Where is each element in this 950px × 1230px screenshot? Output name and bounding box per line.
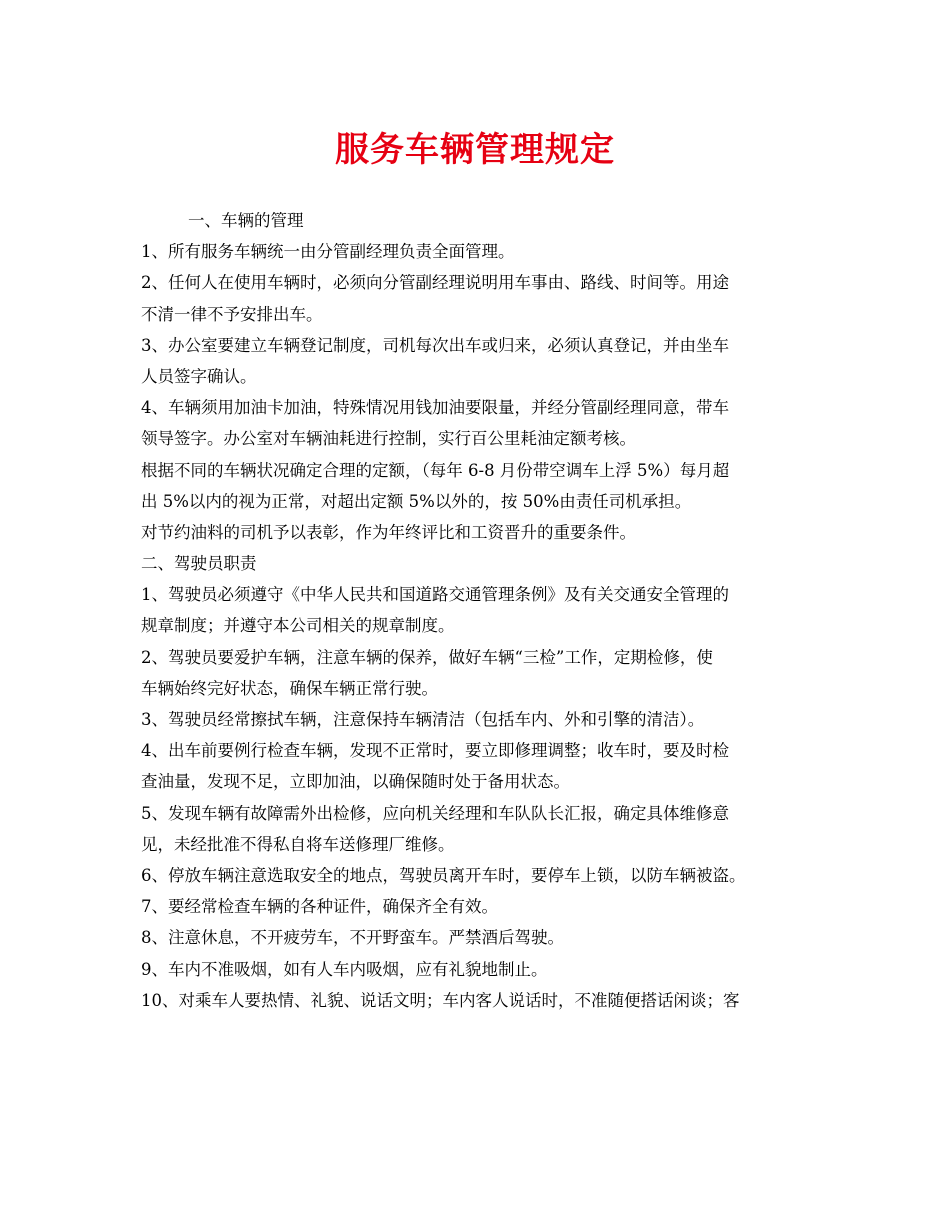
body-line: 领导签字。办公室对车辆油耗进行控制，实行百公里耗油定额考核。 [141,429,636,449]
body-line: 7、要经常检查车辆的各种证件，确保齐全有效。 [141,897,498,917]
body-line: 1、驾驶员必须遵守《中华人民共和国道路交通管理条例》及有关交通安全管理的 [141,585,729,605]
body-line: 6、停放车辆注意选取安全的地点，驾驶员离开车时，要停车上锁，以防车辆被盗。 [141,865,746,885]
section-heading: 一、车辆的管理 [188,211,304,230]
body-line: 根据不同的车辆状况确定合理的定额，（每年 6-8 月份带空调车上浮 5%）每月超 [141,460,730,480]
document-body [141,205,821,1016]
body-line: 10、对乘车人要热情、礼貌、说话文明；车内客人说话时，不准随便搭话闲谈；客 [141,990,740,1010]
body-line: 出 5%以内的视为正常，对超出定额 5%以外的，按 50%由责任司机承担。 [141,491,692,511]
section-heading: 二、驾驶员职责 [141,554,257,574]
body-line: 5、发现车辆有故障需外出检修，应向机关经理和车队队长汇报，确定具体维修意 [141,803,729,823]
body-line: 4、出车前要例行检查车辆，发现不正常时，要立即修理调整；收车时，要及时检 [141,741,729,761]
body-line: 不清一律不予安排出车。 [141,304,323,324]
body-line: 2、任何人在使用车辆时，必须向分管副经理说明用车事由、路线、时间等。用途 [141,273,729,293]
body-line: 4、车辆须用加油卡加油，特殊情况用钱加油要限量，并经分管副经理同意，带车 [141,398,729,418]
body-line: 查油量，发现不足，立即加油，以确保随时处于备用状态。 [141,772,570,792]
body-line: 2、驾驶员要爱护车辆，注意车辆的保养，做好车辆“三检”工作，定期检修，使 [141,647,713,667]
body-line: 8、注意休息，不开疲劳车，不开野蛮车。严禁酒后驾驶。 [141,928,564,948]
body-line: 对节约油料的司机予以表彰，作为年终评比和工资晋升的重要条件。 [141,522,636,542]
body-line: 人员签字确认。 [141,366,257,386]
body-line: 见，未经批准不得私自将车送修理厂维修。 [141,834,455,854]
body-line: 车辆始终完好状态，确保车辆正常行驶。 [141,678,438,698]
body-line: 9、车内不准吸烟，如有人车内吸烟，应有礼貌地制止。 [141,959,548,979]
body-line: 3、办公室要建立车辆登记制度，司机每次出车或归来，必须认真登记，并由坐车 [141,335,729,355]
document-title: 服务车辆管理规定 [335,130,615,170]
body-line: 规章制度；并遵守本公司相关的规章制度。 [141,616,455,636]
body-line: 3、驾驶员经常擦拭车辆，注意保持车辆清洁（包括车内、外和引擎的清洁）。 [141,710,705,729]
body-line: 1、所有服务车辆统一由分管副经理负责全面管理。 [141,242,515,262]
